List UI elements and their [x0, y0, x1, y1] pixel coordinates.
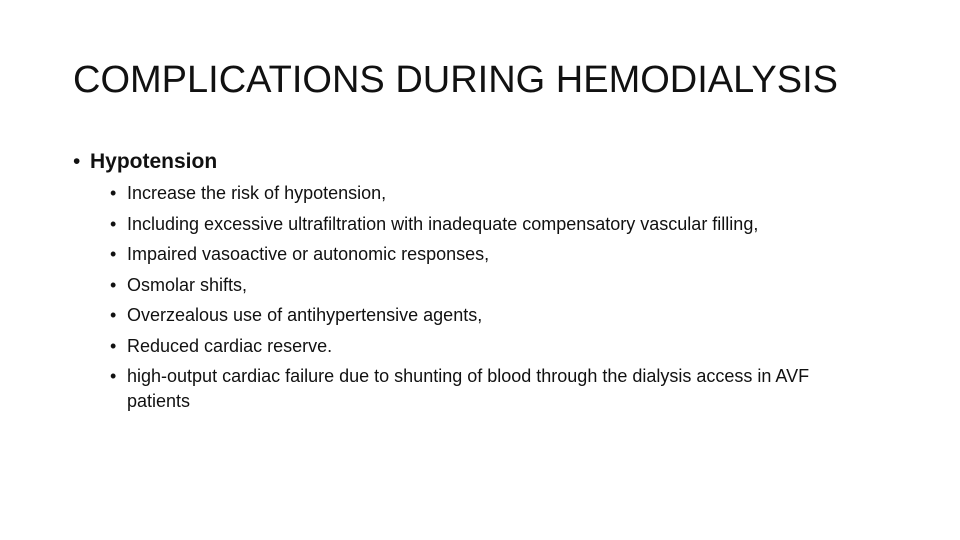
- list-item: [110, 273, 870, 298]
- bullet-icon: •: [110, 274, 117, 295]
- section-heading-row: [73, 148, 217, 176]
- list-item: [110, 242, 870, 267]
- bullet-icon: •: [110, 244, 117, 264]
- sub-bullet-list: [110, 181, 870, 420]
- list-item-text: Increase the risk of hypotension,: [127, 183, 387, 203]
- bullet-icon: •: [110, 183, 117, 203]
- list-item-text: Reduced cardiac reserve.: [127, 335, 333, 356]
- list-item-text: Osmolar shifts,: [127, 274, 248, 295]
- bullet-icon: •: [110, 335, 117, 356]
- bullet-icon: •: [110, 305, 117, 325]
- list-item-text: Including excessive ultrafiltration with inadequate compensatory vascular filling,: [127, 213, 759, 234]
- bullet-icon: •: [110, 213, 117, 234]
- list-item: [110, 334, 870, 359]
- list-item: [110, 181, 870, 206]
- list-item-text: Overzealous use of antihypertensive agents,: [127, 305, 483, 325]
- list-item-text: high-output cardiac failure due to shunting of blood through the dialysis access in AVF patients: [127, 366, 810, 411]
- bullet-icon: •: [110, 366, 117, 386]
- section-heading: Hypotension: [90, 150, 218, 173]
- list-item-text: Impaired vasoactive or autonomic responses,: [127, 244, 490, 264]
- bullet-icon: •: [73, 150, 81, 173]
- list-item: [110, 212, 870, 237]
- slide-title: COMPLICATIONS DURING HEMODIALYSIS: [73, 59, 839, 101]
- list-item: [110, 364, 870, 414]
- list-item: [110, 303, 870, 328]
